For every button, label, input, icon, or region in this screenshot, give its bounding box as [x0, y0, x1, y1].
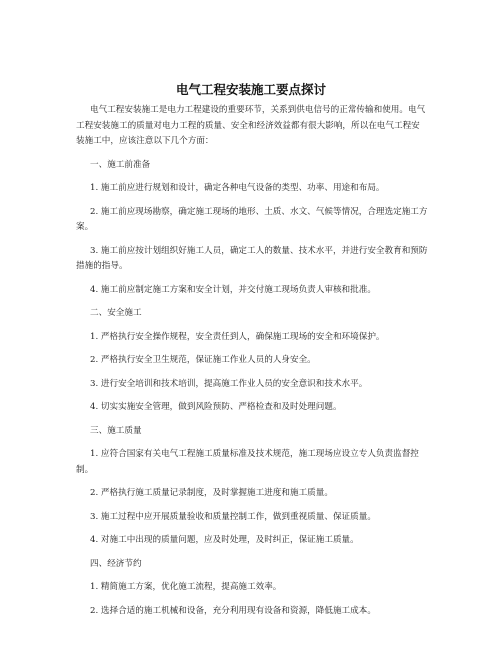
section-economy: [76, 557, 428, 620]
intro-paragraph: 电气工程安装施工是电力工程建设的重要环节，关系到供电信号的正常传输和使用。电气工程安装施工的质量对电力工程的质量、安全和经济效益都有很大影响，所以在电气工程安装施工中，应该注意以下几个方面：: [76, 105, 426, 146]
section-heading: 一、施工前准备: [90, 159, 151, 170]
list-item: 2. 严格执行安全卫生规范，保证施工作业人员的人身安全。: [90, 355, 316, 365]
list-item: 1. 施工前应进行规划和设计，确定各种电气设备的类型、功率、用途和布局。: [90, 183, 385, 193]
list-item: 4. 施工前应制定施工方案和安全计划，并交付施工现场负责人审核和批准。: [90, 284, 376, 295]
list-item: 4. 对施工中出现的质量问题，应及时处理，及时纠正，保证施工质量。: [90, 535, 359, 545]
list-item: 1. 应符合国家有关电气工程施工质量标准及技术规范，施工现场应设立专人负责监督控制。: [76, 449, 419, 475]
list-item: 3. 进行安全培训和技术培训，提高施工作业人员的安全意识和技术水平。: [90, 378, 368, 389]
list-item: 1. 严格执行安全操作规程，安全责任到人，确保施工现场的安全和环境保护。: [90, 331, 385, 342]
section-heading: 三、施工质量: [90, 425, 142, 436]
list-item: 2. 严格执行施工质量记录制度，及时掌握施工进度和施工质量。: [90, 488, 333, 498]
document-body: [76, 103, 428, 627]
section-heading: 四、经济节约: [90, 558, 142, 569]
section-safety: [76, 306, 428, 416]
list-item: 1. 精简施工方案，优化施工流程，提高施工效率。: [90, 582, 282, 592]
list-item: 4. 切实实施安全管理，做到风险预防、严格检查和及时处理问题。: [90, 402, 342, 412]
section-quality: [76, 424, 428, 549]
list-item: 2. 选择合适的施工机械和设备，充分利用现有设备和资源，降低施工成本。: [90, 605, 376, 616]
document-title: 电气工程安装施工要点探讨: [175, 82, 326, 97]
list-item: 2. 施工前应现场勘察，确定施工现场的地形、土质、水文、气候等情况，合理选定施工方案。: [76, 206, 428, 232]
section-heading: 二、安全施工: [90, 308, 142, 318]
list-item: 3. 施工前应按计划组织好施工人员，确定工人的数量、技术水平，并进行安全教育和预防措施的指导。: [76, 245, 428, 271]
section-preparation: [76, 158, 428, 299]
list-item: 3. 施工过程中应开展质量验收和质量控制工作，做到重视质量、保证质量。: [90, 511, 376, 522]
